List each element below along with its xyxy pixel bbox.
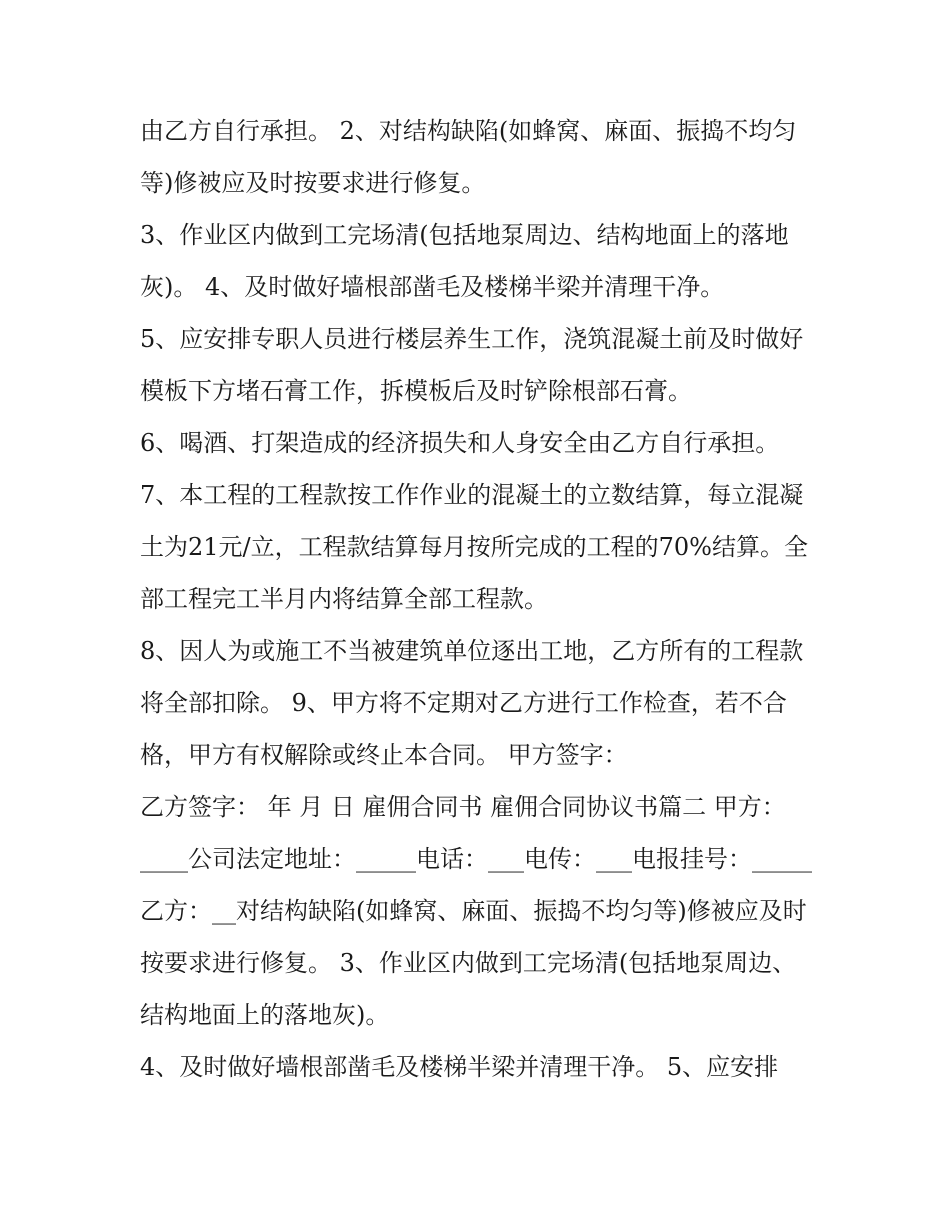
paragraph-termination: 8、因人为或施工不当被建筑单位逐出工地，乙方所有的工程款将全部扣除。 9、甲方将不定期对乙方进行工作检查，若不合格，甲方有权解除或终止本合同。 甲方签字： <box>140 637 804 769</box>
paragraph-liability: 6、喝酒、打架造成的经济损失和人身安全由乙方自行承担。 <box>140 429 780 457</box>
paragraph-signatures-header: 乙方签字： 年 月 日 雇佣合同书 雇佣合同协议书篇二 甲方：____公司法定地址：_____电话：___电传：___电报挂号：_____ <box>140 793 812 873</box>
paragraph-continued: 4、及时做好墙根部凿毛及楼梯半梁并清理干净。 5、应安排 <box>140 1053 779 1081</box>
paragraph-floor-maintenance: 5、应安排专职人员进行楼层养生工作，浇筑混凝土前及时做好模板下方堵石膏工作，拆模板后及时铲除根部石膏。 <box>140 325 804 405</box>
paragraph-payment: 7、本工程的工程款按工作作业的混凝土的立数结算，每立混凝土为21元/立，工程款结算每月按所完成的工程的70%结算。全部工程完工半月内将结算全部工程款。 <box>140 481 808 613</box>
paragraph-party-b: 乙方：__对结构缺陷(如蜂窝、麻面、振捣不均匀等)修被应及时按要求进行修复。 3、作业区内做到工完场清(包括地泵周边、结构地面上的落地灰)。 <box>140 897 807 1029</box>
paragraph-defect-repair: 由乙方自行承担。 2、对结构缺陷(如蜂窝、麻面、振捣不均匀等)修被应及时按要求进行修复。 <box>140 117 797 197</box>
contract-body <box>140 105 820 1093</box>
paragraph-site-cleanup: 3、作业区内做到工完场清(包括地泵周边、结构地面上的落地灰)。 4、及时做好墙根部凿毛及楼梯半梁并清理干净。 <box>140 221 789 301</box>
